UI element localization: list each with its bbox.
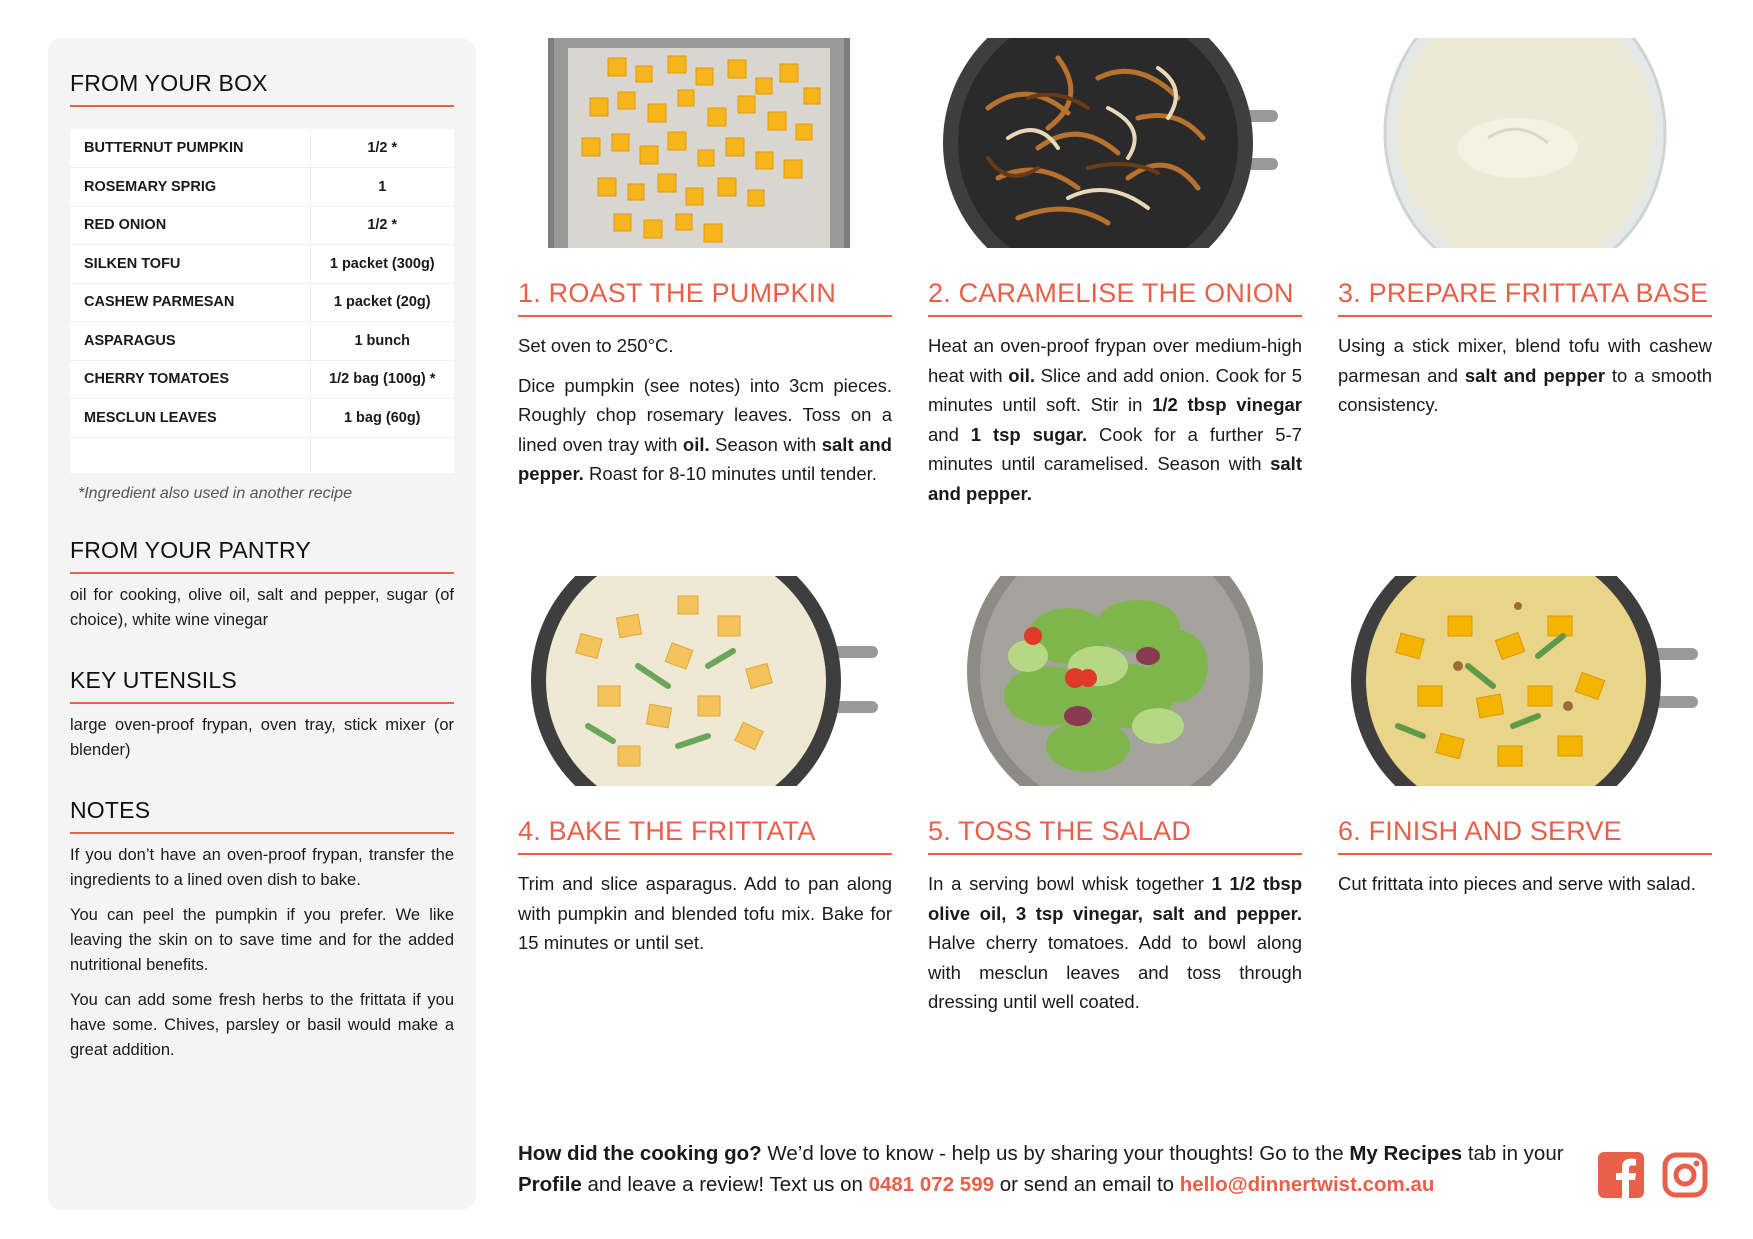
table-row — [70, 322, 454, 361]
step-body: In a serving bowl whisk together 1 1/2 tbsp olive oil, 3 tsp vinegar, salt and pepper. Halve cherry tomatoes. Add to bowl along with mesclun leaves and toss through dressing until well coated. — [928, 873, 1302, 1012]
step-body: Heat an oven-proof frypan over medium-high heat with oil. Slice and add onion. Cook for 5 minutes until soft. Stir in 1/2 tbsp vinegar and 1 tsp sugar. Cook for a further 5-7 minutes until caramelised. Season with salt and pepper. — [928, 335, 1302, 504]
pantry-text: oil for cooking, olive oil, salt and pepper, sugar (of choice), white wine vinegar — [70, 586, 454, 629]
table-row — [70, 360, 454, 399]
ingredient-qty: 1 bunch — [310, 322, 454, 361]
ingredient-name: CHERRY TOMATOES — [70, 360, 310, 399]
roasted-pumpkin-tray-photo — [518, 38, 892, 248]
step-4 — [518, 576, 892, 958]
facebook-icon[interactable] — [1598, 1152, 1644, 1198]
step-body: Cut frittata into pieces and serve with salad. — [1338, 873, 1696, 894]
instagram-icon[interactable] — [1662, 1152, 1708, 1198]
step-1 — [518, 38, 892, 489]
frittata-mix-pan-photo — [518, 576, 892, 786]
step-6 — [1338, 576, 1712, 899]
step-2 — [928, 38, 1302, 508]
ingredient-qty: 1 packet (20g) — [310, 283, 454, 322]
note-item: You can peel the pumpkin if you prefer. We like leaving the skin on to save time and for the added nutritional benefits. — [70, 906, 454, 974]
step-body: Set oven to 250°C. Dice pumpkin (see notes) into 3cm pieces. Roughly chop rosemary leaves. Toss on a lined oven tray with oil. Season with salt and pepper. Roast for 8-10 minutes until tender. — [518, 335, 892, 484]
ingredient-footnote: *Ingredient also used in another recipe — [78, 485, 352, 502]
ingredients-sidebar — [48, 38, 476, 1210]
step-body: Trim and slice asparagus. Add to pan along with pumpkin and blended tofu mix. Bake for 15 minutes or until set. — [518, 873, 892, 953]
note-item: You can add some fresh herbs to the frittata if you have some. Chives, parsley or basil would make a great addition. — [70, 991, 454, 1059]
ingredient-qty: 1 — [310, 168, 454, 207]
table-row — [70, 168, 454, 207]
baked-frittata-pan-photo — [1338, 576, 1712, 786]
table-row — [70, 399, 454, 438]
ingredient-qty: 1 packet (300g) — [310, 245, 454, 284]
ingredient-qty: 1/2 * — [310, 129, 454, 168]
ingredients-table — [70, 129, 454, 473]
ingredient-qty: 1 bag (60g) — [310, 399, 454, 438]
table-row — [70, 129, 454, 168]
ingredient-qty: 1/2 * — [310, 206, 454, 245]
step-5 — [928, 576, 1302, 1017]
ingredient-qty: 1/2 bag (100g) * — [310, 360, 454, 399]
from-your-pantry-title: FROM YOUR PANTRY — [70, 537, 454, 574]
ingredient-name: ASPARAGUS — [70, 322, 310, 361]
ingredient-name: CASHEW PARMESAN — [70, 283, 310, 322]
table-row — [70, 206, 454, 245]
ingredient-name: RED ONION — [70, 206, 310, 245]
from-your-box-title: FROM YOUR BOX — [70, 70, 454, 107]
blended-tofu-bowl-photo — [1338, 38, 1712, 248]
ingredient-name: SILKEN TOFU — [70, 245, 310, 284]
step-body: Using a stick mixer, blend tofu with cashew parmesan and salt and pepper to a smooth consistency. — [1338, 335, 1712, 415]
note-item: If you don’t have an oven-proof frypan, transfer the ingredients to a lined oven dish to bake. — [70, 846, 454, 889]
table-row — [70, 245, 454, 284]
key-utensils-title: KEY UTENSILS — [70, 667, 454, 704]
ingredient-name: MESCLUN LEAVES — [70, 399, 310, 438]
email-link[interactable]: hello@dinnertwist.com.au — [1179, 1173, 1435, 1196]
utensils-text: large oven-proof frypan, oven tray, stick mixer (or blender) — [70, 716, 454, 759]
phone-link[interactable]: 0481 072 599 — [868, 1173, 994, 1196]
feedback-footer: How did the cooking go? We’d love to know - help us by sharing your thoughts! Go to the My Recipes tab in your Profile and leave a review! Text us on 0481 072 599 or send an email to hello@dinnertwist.com.au — [518, 1142, 1564, 1196]
step-title: 5. TOSS THE SALAD — [928, 816, 1302, 855]
step-title: 4. BAKE THE FRITTATA — [518, 816, 892, 855]
ingredient-name: ROSEMARY SPRIG — [70, 168, 310, 207]
caramelised-onion-pan-photo — [928, 38, 1302, 248]
table-row — [70, 283, 454, 322]
notes-title: NOTES — [70, 797, 454, 834]
step-title: 2. CARAMELISE THE ONION — [928, 278, 1302, 317]
ingredient-name: BUTTERNUT PUMPKIN — [70, 129, 310, 168]
step-title: 3. PREPARE FRITTATA BASE — [1338, 278, 1712, 317]
step-title: 6. FINISH AND SERVE — [1338, 816, 1712, 855]
step-3 — [1338, 38, 1712, 420]
step-title: 1. ROAST THE PUMPKIN — [518, 278, 892, 317]
table-row-empty — [70, 437, 454, 473]
salad-bowl-photo — [928, 576, 1302, 786]
